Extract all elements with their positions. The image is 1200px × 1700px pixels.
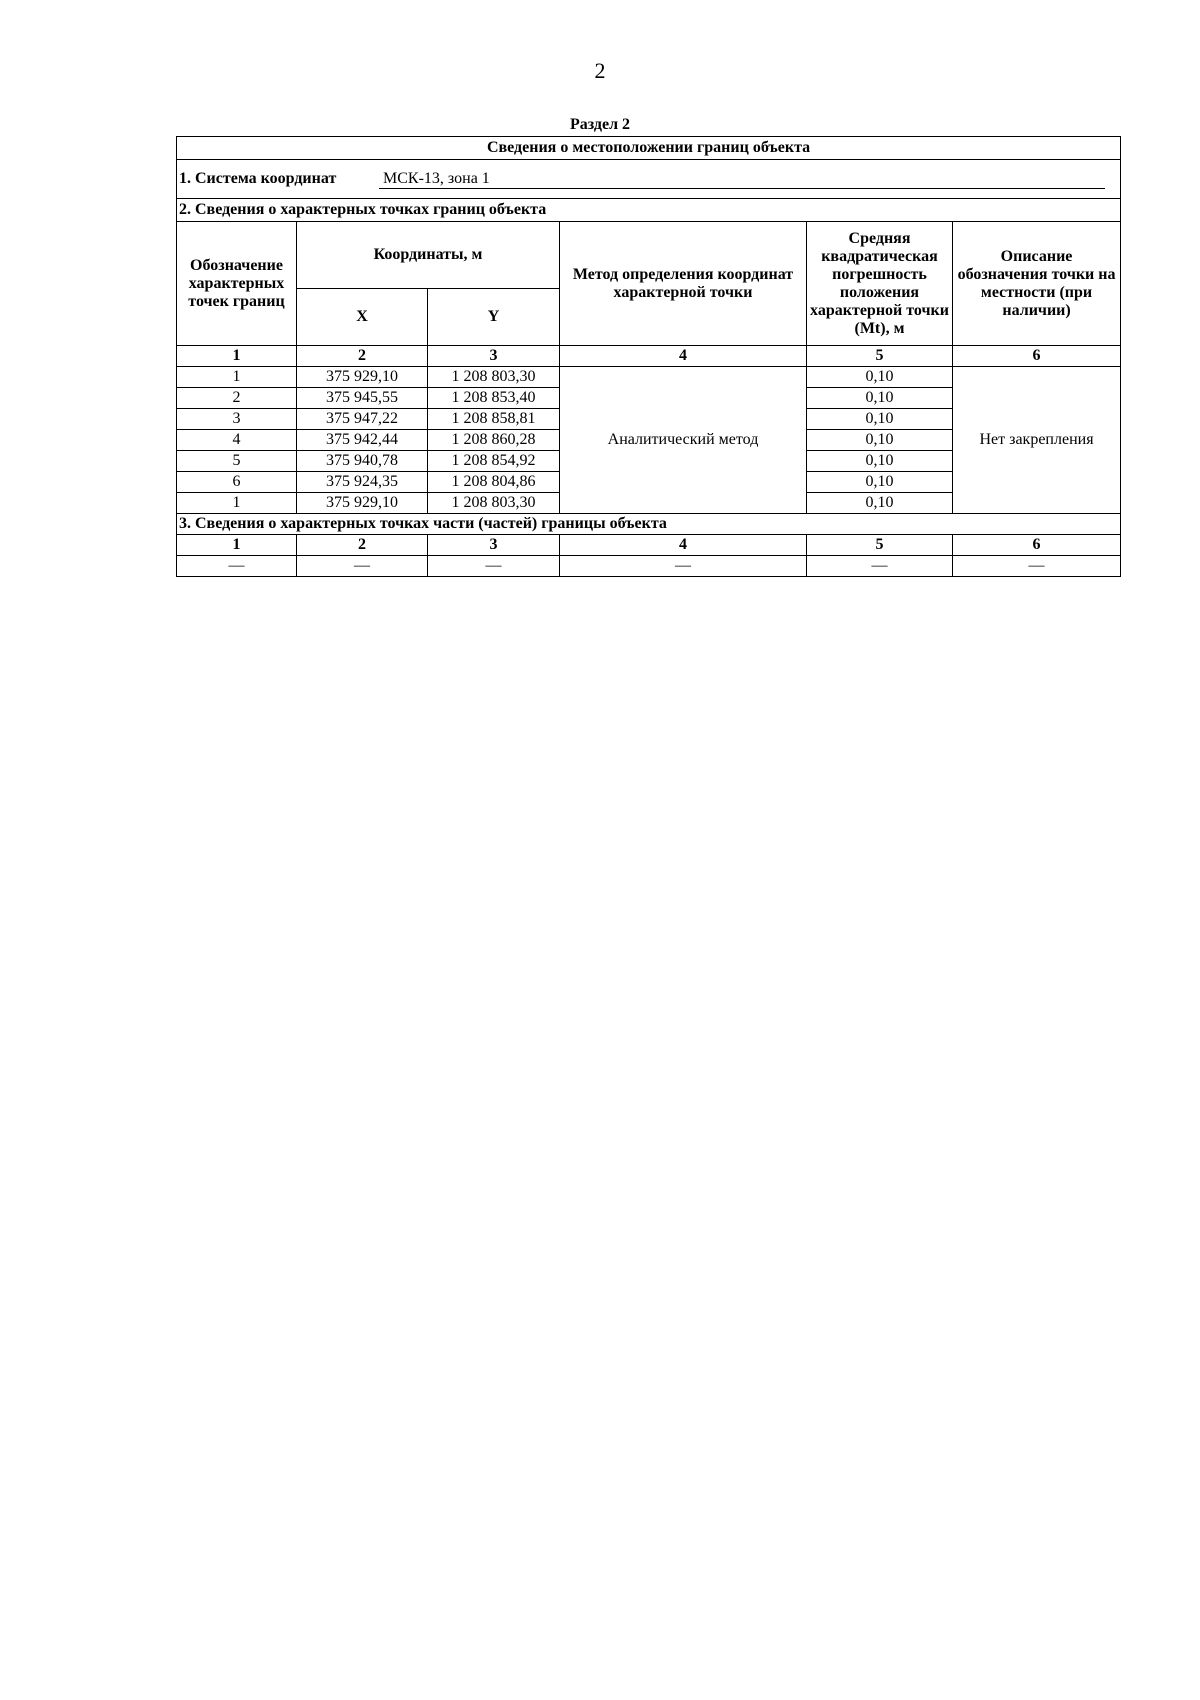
- column-number: 3: [428, 535, 560, 556]
- mt-cell: 0,10: [807, 472, 953, 493]
- column-number: 1: [177, 346, 297, 367]
- y-cell: 1 208 804,86: [428, 472, 560, 493]
- column-number: 4: [560, 346, 807, 367]
- header-point: Обозначение характерных точек границ: [177, 222, 297, 346]
- point-cell: 2: [177, 388, 297, 409]
- empty-cell: —: [560, 556, 807, 577]
- point-cell: 6: [177, 472, 297, 493]
- section3-column-numbers-row: [177, 535, 1121, 556]
- point-cell: 4: [177, 430, 297, 451]
- empty-cell: —: [807, 556, 953, 577]
- mt-cell: 0,10: [807, 451, 953, 472]
- header-coordinates: Координаты, м: [297, 222, 560, 289]
- coordinate-system-row: [177, 160, 1121, 199]
- point-cell: 1: [177, 367, 297, 388]
- section3-title: 3. Сведения о характерных точках части (частей) границы объекта: [177, 514, 1121, 535]
- empty-cell: —: [428, 556, 560, 577]
- column-number: 6: [953, 535, 1121, 556]
- header-error: Средняя квадратическая погрешность положения характерной точки (Mt), м: [807, 222, 953, 346]
- column-number: 2: [297, 346, 428, 367]
- x-cell: 375 924,35: [297, 472, 428, 493]
- x-cell: 375 929,10: [297, 493, 428, 514]
- x-cell: 375 940,78: [297, 451, 428, 472]
- point-cell: 1: [177, 493, 297, 514]
- x-cell: 375 929,10: [297, 367, 428, 388]
- mt-cell: 0,10: [807, 409, 953, 430]
- point-cell: 3: [177, 409, 297, 430]
- y-cell: 1 208 858,81: [428, 409, 560, 430]
- boundary-table: [176, 136, 1121, 577]
- mt-cell: 0,10: [807, 430, 953, 451]
- y-cell: 1 208 803,30: [428, 367, 560, 388]
- coordinate-system-value: МСК-13, зона 1: [379, 170, 1105, 189]
- column-number: 4: [560, 535, 807, 556]
- empty-cell: —: [297, 556, 428, 577]
- section2-title: 2. Сведения о характерных точках границ объекта: [177, 199, 1121, 222]
- mt-cell: 0,10: [807, 367, 953, 388]
- y-cell: 1 208 803,30: [428, 493, 560, 514]
- y-cell: 1 208 860,28: [428, 430, 560, 451]
- x-cell: 375 945,55: [297, 388, 428, 409]
- table-heading: Сведения о местоположении границ объекта: [177, 137, 1121, 160]
- header-x: X: [297, 289, 428, 346]
- header-y: Y: [428, 289, 560, 346]
- table-row: [177, 367, 1121, 388]
- column-number: 1: [177, 535, 297, 556]
- section-title: Раздел 2: [569, 116, 631, 133]
- description-cell: Нет закрепления: [953, 367, 1121, 514]
- column-number: 5: [807, 535, 953, 556]
- y-cell: 1 208 854,92: [428, 451, 560, 472]
- column-number: 2: [297, 535, 428, 556]
- column-number: 5: [807, 346, 953, 367]
- y-cell: 1 208 853,40: [428, 388, 560, 409]
- column-numbers-row: [177, 346, 1121, 367]
- header-method: Метод определения координат характерной точки: [560, 222, 807, 346]
- coordinate-system-label: 1. Система координат: [179, 169, 337, 187]
- mt-cell: 0,10: [807, 388, 953, 409]
- point-cell: 5: [177, 451, 297, 472]
- section3-empty-row: [177, 556, 1121, 577]
- empty-cell: —: [953, 556, 1121, 577]
- mt-cell: 0,10: [807, 493, 953, 514]
- x-cell: 375 947,22: [297, 409, 428, 430]
- column-number: 6: [953, 346, 1121, 367]
- method-cell: Аналитический метод: [560, 367, 807, 514]
- page-number: 2: [594, 58, 606, 83]
- empty-cell: —: [177, 556, 297, 577]
- x-cell: 375 942,44: [297, 430, 428, 451]
- column-number: 3: [428, 346, 560, 367]
- header-description: Описание обозначения точки на местности (при наличии): [953, 222, 1121, 346]
